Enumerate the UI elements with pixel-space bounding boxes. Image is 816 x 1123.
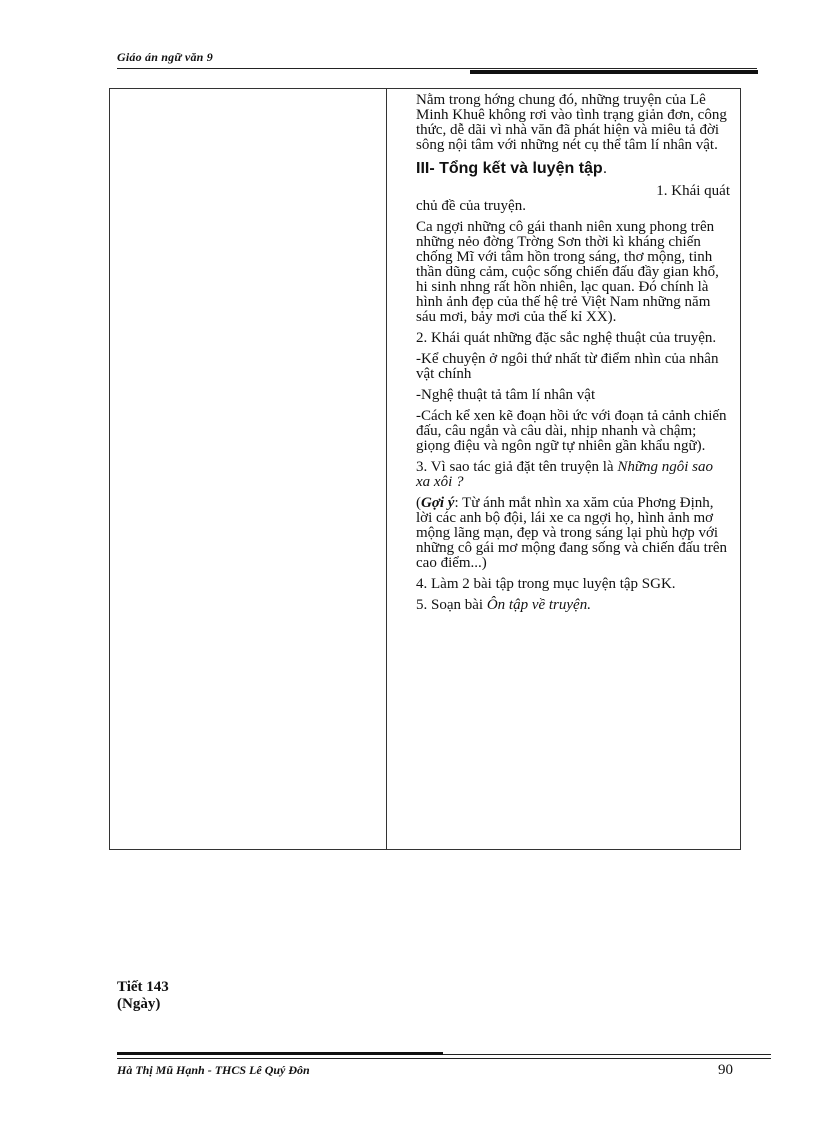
item-3-title: Những ngôi sao xa xôi ?: [416, 459, 714, 490]
header-rule-thick: [470, 70, 758, 74]
item-2: 2. Khái quát những đặc sắc nghệ thuật của truyện.: [416, 330, 717, 346]
footer-rule-upper-thin: [443, 1054, 771, 1055]
hint-paragraph: [416, 496, 730, 571]
hint-text: : Từ ánh mắt nhìn xa xăm của Phơng Định, lời các anh bộ đội, lái xe ca ngợi họ, hình ảnh mơ mộng lãng mạn, đẹp và trong sáng lại phù hợp với những cô gái mơ mộng đang sống và chiến đấu trên cao điểm...): [416, 495, 727, 571]
item-5: [416, 598, 730, 613]
item-4: 4. Làm 2 bài tập trong mục luyện tập SGK.: [416, 576, 676, 592]
right-column-content: [416, 93, 730, 619]
header-rule-thin: [117, 68, 757, 69]
item-1: [416, 184, 730, 214]
item-3-prefix: 3. Vì sao tác giả đặt tên truyện là: [416, 459, 614, 475]
lesson-date: (Ngày): [117, 996, 161, 1012]
section-heading-dot: .: [602, 160, 608, 177]
lesson-number: Tiết 143: [117, 979, 169, 995]
page-number: 90: [718, 1062, 733, 1078]
lesson-label: [117, 979, 169, 1013]
footer-rule-thick: [117, 1052, 443, 1055]
item-1-rest: chủ đề của truyện.: [416, 198, 526, 214]
item-3: [416, 460, 730, 490]
section-heading-text: III- Tổng kết và luyện tập: [416, 160, 603, 177]
paragraph-intro: Nằm trong hớng chung đó, những truyện của Lê Minh Khuê không rơi vào tình trạng giản đơn, công thức, dễ dãi vì nhà văn đã phát hiện và miêu tả đời sông nội tâm với những nét cụ thể tâm lí nhân vật.: [416, 92, 727, 153]
table-column-divider: [386, 89, 387, 849]
art-point-1: -Kể chuyện ở ngôi thứ nhất từ điểm nhìn của nhân vật chính: [416, 351, 719, 382]
item-5-prefix: 5. Soạn bài: [416, 597, 484, 613]
hint-label: Gợi ý: [421, 495, 455, 511]
art-point-3: -Cách kể xen kẽ đoạn hồi ức với đoạn tả cảnh chiến đấu, câu ngắn và câu dài, nhịp nhanh và chậm; giọng điệu và ngôn ngữ tự nhiên gần khẩu ngữ).: [416, 408, 727, 454]
paragraph-theme: Ca ngợi những cô gái thanh niên xung phong trên những nẻo đờng Trờng Sơn thời kì kháng chiến chống Mĩ với tâm hồn trong sáng, thơ mộng, tinh thần dũng cảm, cuộc sống chiến đấu đầy gian khổ, hi sinh nhng rất hồn nhiên, lạc quan. Đó chính là hình ảnh đẹp của thế hệ trẻ Việt Nam những năm sáu mơi, bảy mơi của thế kỉ XX).: [416, 219, 719, 325]
section-heading-summary: [416, 159, 730, 179]
header-title: Giáo án ngữ văn 9: [117, 50, 213, 64]
footer-rule-thin: [117, 1058, 771, 1059]
item-5-title: Ôn tập về truyện.: [486, 597, 591, 613]
footer-author: Hà Thị Mũ Hạnh - THCS Lê Quý Đôn: [117, 1063, 310, 1077]
item-1-label: 1. Khái quát: [656, 183, 730, 199]
lesson-table: [109, 88, 741, 850]
hint-open: (: [416, 495, 421, 511]
art-point-2: -Nghệ thuật tả tâm lí nhân vật: [416, 387, 596, 403]
